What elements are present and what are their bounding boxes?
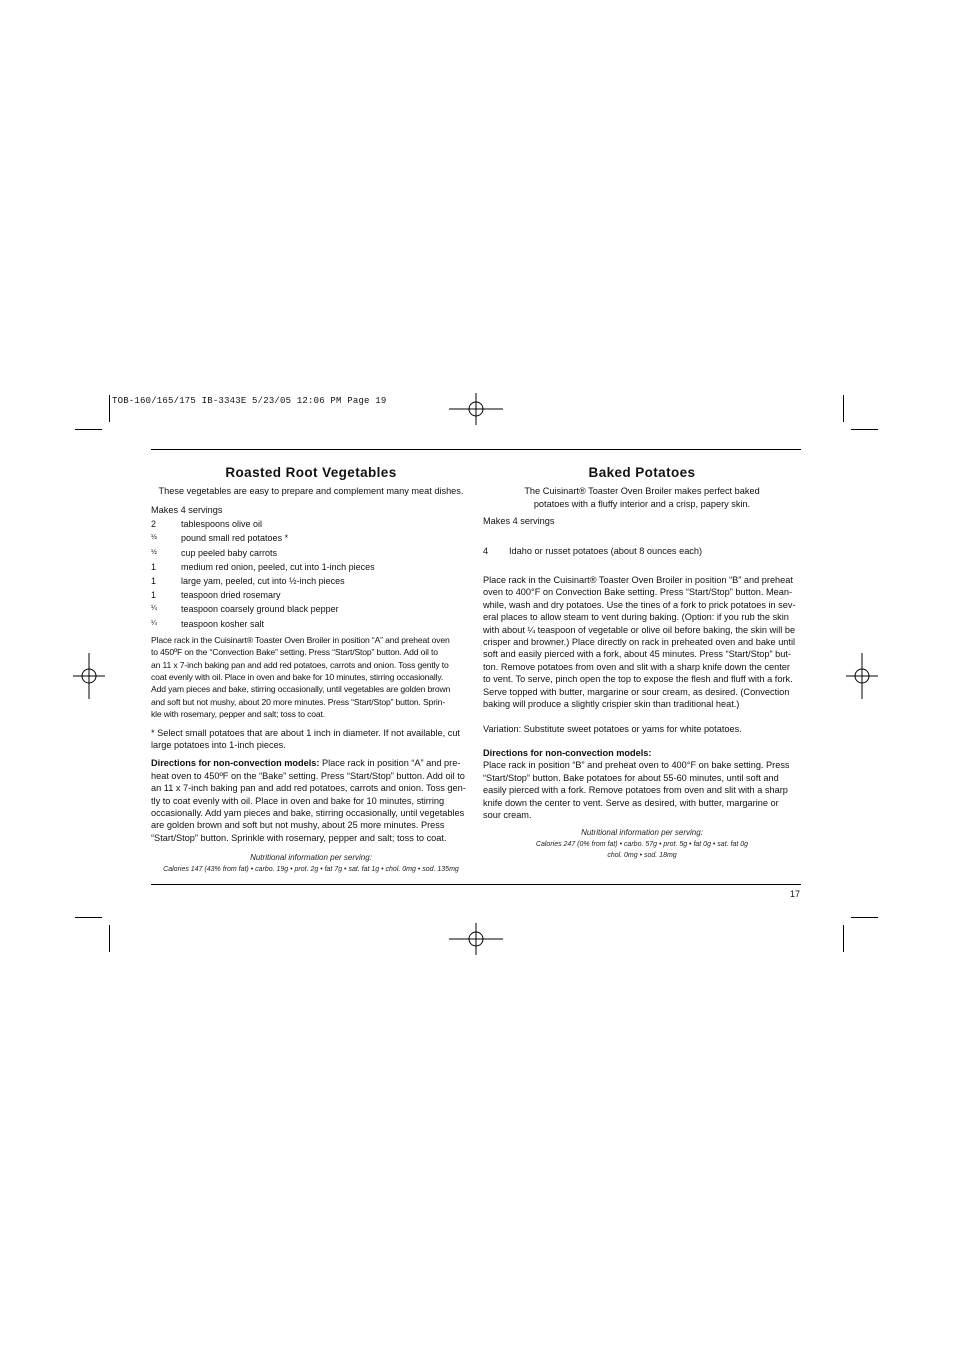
crop-mark-top-right-v — [843, 395, 844, 422]
servings: Makes 4 servings — [151, 504, 223, 515]
nutrition-values: Calories 247 (0% from fat) • carbo. 57g • prot. 5g • fat 0g • sat. fat 0g — [535, 840, 749, 848]
ingredient: 4 Idaho or russet potatoes (about 8 ounces each) — [483, 545, 703, 556]
crop-mark-top-left-h — [75, 429, 102, 430]
nutrition-info — [483, 827, 801, 862]
method: Place rack in the Cuisinart® Toaster Oven Broiler in position “B” and preheat oven to 400°F on Convection Bake setting. Press “Start/Stop” button. Mean- while, wash and dry potatoes. Use the tines of a fork to prick potatoes in sev- eral places to allow steam to vent during baking. (Option: if you rub the skin with about ¼ teaspoon of vegetable or olive oil before baking, the skin will be crisper and browner.) Place directly on rack in preheated oven and bake until soft and easily pierced with a fork, about 45 minutes. Press “Start/Stop” but- ton. Remove potatoes from oven and slit with a sharp knife down the center to vent. To serve, pinch open the top to expose the flesh and fluff with a fork. Serve topped with butter, margarine or sour cream, as desired. (Convection baking will produce a slightly crispier skin than traditional heat.) — [483, 575, 796, 710]
registration-mark-top-icon — [449, 393, 503, 425]
crop-mark-bottom-left-h — [75, 917, 102, 918]
crop-mark-bottom-right-v — [843, 925, 844, 952]
servings: Makes 4 servings — [483, 516, 555, 527]
ingredient: 1 teaspoon dried rosemary — [151, 590, 281, 601]
non-convection-directions: Directions for non-convection models: Place rack in position “B” and preheat oven to 400°F on bake setting. Press “Start/Stop” button. Bake potatoes for about 55-60 minutes, until soft and easily pierced with a fork. Remove potatoes from oven and slit with a sharp knife down the center to vent. Serve as desired, with butter, margarine or sour cream. — [483, 747, 801, 821]
nutrition-heading: Nutritional information per serving: — [581, 828, 703, 838]
recipe-intro: The Cuisinart® Toaster Oven Broiler makes perfect baked potatoes with a fluffy interior and a crisp, papery skin. — [524, 486, 760, 509]
printer-slug: TOB-160/165/175 IB-3343E 5/23/05 12:06 PM Page 19 — [112, 396, 387, 406]
bottom-rule — [151, 884, 801, 885]
nutrition-heading: Nutritional information per serving: — [250, 853, 372, 863]
ingredient: ¼ teaspoon coarsely ground black pepper — [151, 604, 339, 615]
registration-mark-left-icon — [73, 653, 105, 699]
recipe-roasted-root-vegetables — [151, 467, 471, 875]
ingredient: 1 large yam, peeled, cut into ½-inch pieces — [151, 575, 345, 586]
ingredient: ½ cup peeled baby carrots — [151, 547, 278, 558]
non-convection-heading: Directions for non-convection models: — [483, 747, 652, 758]
nutrition-values: Calories 147 (43% from fat) • carbo. 19g • prot. 2g • fat 7g • sat. fat 1g • chol. 0mg • sod. 135mg — [163, 865, 459, 873]
registration-mark-right-icon — [846, 653, 878, 699]
non-convection-heading: Directions for non-convection models: — [151, 758, 320, 769]
ingredient-list — [151, 518, 471, 632]
registration-mark-bottom-icon — [449, 923, 503, 955]
recipe-title: Baked Potatoes — [588, 465, 696, 480]
nutrition-info — [151, 852, 471, 875]
crop-mark-bottom-left-v — [109, 925, 110, 952]
crop-mark-top-left-v — [109, 395, 110, 422]
variation: Variation: Substitute sweet potatoes or yams for white potatoes. — [483, 723, 742, 734]
ingredient: ½ pound small red potatoes * — [151, 533, 289, 544]
recipe-intro: These vegetables are easy to prepare and complement many meat dishes. — [158, 486, 464, 497]
crop-mark-top-right-h — [851, 429, 878, 430]
non-convection-directions: Directions for non-convection models: Place rack in position “A” and pre- heat oven to 450ºF on the “Bake” setting. Press “Start/Stop” button. Add oil to an 11 x 7-inch baking pan and add red potatoes, carrots and onion. Toss gen- tly to coat evenly with oil. Place in oven and bake for 10 minutes, stirring occasionally. Add yam pieces and bake, stirring occasionally, until vegetables are golden brown and soft but not mushy, about 25 more minutes. Press “Start/Stop” button. Sprinkle with rosemary, pepper and salt; toss to coat. — [151, 758, 466, 843]
recipe-baked-potatoes — [483, 467, 801, 862]
recipe-title: Roasted Root Vegetables — [225, 465, 397, 480]
method: Place rack in the Cuisinart® Toaster Oven Broiler in position “A” and preheat oven to 450ºF on the “Convection Bake” setting. Press “Start/Stop” button. Add oil to an 11 x 7-inch baking pan and add red potatoes, carrots and onion. Toss gently to coat evenly with oil. Place in oven and bake for 10 minutes, stirring occasionally. Add yam pieces and bake, stirring occasionally, until vegetables are golden brown and soft but not mushy, about 20 more minutes. Press “Start/Stop” button. Sprin- kle with rosemary, pepper and salt; toss to coat. — [151, 634, 451, 720]
crop-mark-bottom-right-h — [851, 917, 878, 918]
nutrition-values: chol. 0mg • sod. 18mg — [607, 852, 677, 860]
page-number: 17 — [790, 889, 801, 899]
potato-note: * Select small potatoes that are about 1 inch in diameter. If not available, cut large potatoes into 1-inch pieces. — [151, 727, 460, 750]
ingredient: ¼ teaspoon kosher salt — [151, 618, 265, 629]
ingredient: 2 tablespoons olive oil — [151, 519, 263, 530]
ingredient: 1 medium red onion, peeled, cut into 1-inch pieces — [151, 561, 375, 572]
top-rule — [151, 449, 801, 450]
